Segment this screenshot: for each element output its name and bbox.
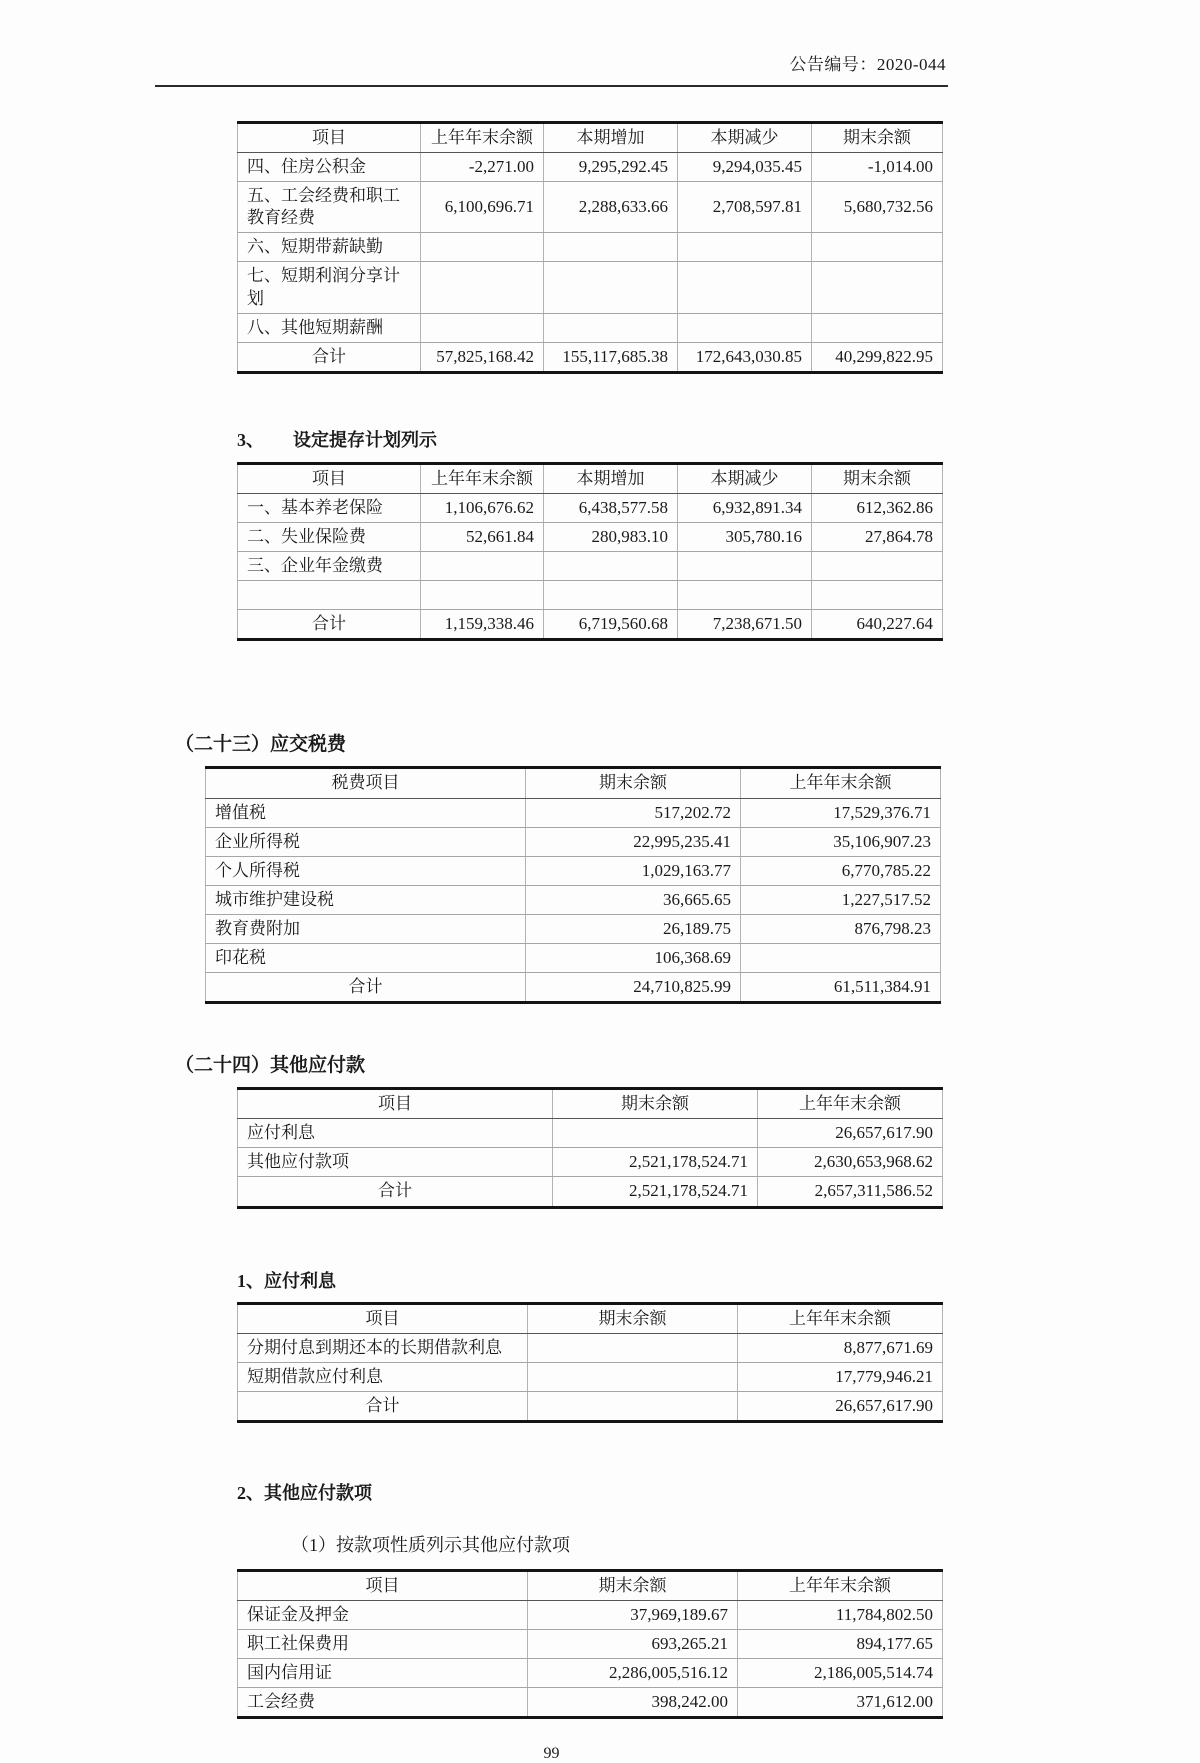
table-row <box>238 182 943 233</box>
value-cell: 7,238,671.50 <box>678 610 812 640</box>
item-cell: 印花税 <box>206 943 526 972</box>
table-row <box>238 313 943 342</box>
value-cell: 11,784,802.50 <box>738 1601 943 1630</box>
header-row <box>206 768 941 798</box>
item-cell: 二、失业保险费 <box>238 523 421 552</box>
subsection-2-heading: 2、其他应付款项 <box>237 1482 372 1503</box>
item-cell: 三、企业年金缴费 <box>238 552 421 581</box>
item-cell: 四、住房公积金 <box>238 153 421 182</box>
table-row <box>238 523 943 552</box>
item-cell: 一、基本养老保险 <box>238 493 421 522</box>
value-cell: 2,286,005,516.12 <box>528 1659 738 1688</box>
table-row <box>238 1630 943 1659</box>
value-cell: 6,932,891.34 <box>678 493 812 522</box>
table-row <box>238 1391 943 1421</box>
value-cell: 1,106,676.62 <box>421 493 544 522</box>
subsection-2-1-subheading: （1）按款项性质列示其他应付款项 <box>291 1534 570 1555</box>
column-header: 上年年末余额 <box>738 1570 943 1600</box>
value-cell: 398,242.00 <box>528 1688 738 1718</box>
header-row <box>238 1089 943 1119</box>
table-row <box>238 153 943 182</box>
defined-contribution-plan-table <box>237 462 943 642</box>
column-header: 本期增加 <box>544 123 678 153</box>
value-cell: 5,680,732.56 <box>812 182 943 233</box>
value-cell: 155,117,685.38 <box>544 342 678 372</box>
value-cell <box>812 262 943 313</box>
column-header: 期末余额 <box>528 1570 738 1600</box>
value-cell: 36,665.65 <box>526 885 741 914</box>
value-cell <box>528 1362 738 1391</box>
value-cell: 26,189.75 <box>526 914 741 943</box>
column-header: 上年年末余额 <box>741 768 941 798</box>
column-header: 本期减少 <box>678 123 812 153</box>
item-cell: 应付利息 <box>238 1119 553 1148</box>
value-cell: 280,983.10 <box>544 523 678 552</box>
section-24-heading: （二十四）其他应付款 <box>175 1055 366 1077</box>
column-header: 项目 <box>238 1089 553 1119</box>
column-header: 期末余额 <box>526 768 741 798</box>
column-header: 上年年末余额 <box>421 123 544 153</box>
table-row <box>206 827 941 856</box>
value-cell <box>678 552 812 581</box>
value-cell: 2,521,178,524.71 <box>553 1148 758 1177</box>
table-row <box>238 1601 943 1630</box>
value-cell <box>421 233 544 262</box>
value-cell <box>528 1333 738 1362</box>
value-cell: 8,877,671.69 <box>738 1333 943 1362</box>
item-cell: 合计 <box>238 342 421 372</box>
table-row <box>238 1659 943 1688</box>
page-content <box>155 0 948 1763</box>
column-header: 项目 <box>238 463 421 493</box>
value-cell: 37,969,189.67 <box>528 1601 738 1630</box>
value-cell: 2,708,597.81 <box>678 182 812 233</box>
table-row <box>238 1177 943 1207</box>
item-cell: 个人所得税 <box>206 856 526 885</box>
value-cell: 640,227.64 <box>812 610 943 640</box>
table-row <box>238 1688 943 1718</box>
value-cell: 172,643,030.85 <box>678 342 812 372</box>
value-cell <box>812 552 943 581</box>
table-row <box>238 262 943 313</box>
item-cell: 教育费附加 <box>206 914 526 943</box>
column-header: 期末余额 <box>812 123 943 153</box>
value-cell: -2,271.00 <box>421 153 544 182</box>
table-row <box>206 798 941 827</box>
value-cell: 371,612.00 <box>738 1688 943 1718</box>
table-row <box>206 973 941 1003</box>
item-cell: 职工社保费用 <box>238 1630 528 1659</box>
value-cell <box>678 581 812 610</box>
announcement-number: 公告编号：2020-044 <box>789 55 946 74</box>
subsection-1-heading: 1、应付利息 <box>237 1270 336 1291</box>
item-cell: 分期付息到期还本的长期借款利息 <box>238 1333 528 1362</box>
column-header: 项目 <box>238 1303 528 1333</box>
value-cell: 57,825,168.42 <box>421 342 544 372</box>
taxes-payable-table <box>205 766 941 1004</box>
value-cell: 6,438,577.58 <box>544 493 678 522</box>
header-row <box>238 463 943 493</box>
value-cell: -1,014.00 <box>812 153 943 182</box>
table-row <box>238 1333 943 1362</box>
interest-payable-table <box>237 1302 943 1423</box>
table-row <box>238 610 943 640</box>
value-cell: 6,100,696.71 <box>421 182 544 233</box>
item-cell: 工会经费 <box>238 1688 528 1718</box>
value-cell: 17,529,376.71 <box>741 798 941 827</box>
header-row <box>238 123 943 153</box>
item-cell: 合计 <box>238 1391 528 1421</box>
table-row <box>238 1148 943 1177</box>
header-row <box>238 1570 943 1600</box>
value-cell: 6,719,560.68 <box>544 610 678 640</box>
section-3-title: 设定提存计划列示 <box>293 429 437 450</box>
table-row <box>238 1119 943 1148</box>
value-cell: 1,029,163.77 <box>526 856 741 885</box>
table-row <box>206 943 941 972</box>
table-row <box>206 914 941 943</box>
value-cell: 27,864.78 <box>812 523 943 552</box>
header-row <box>238 1303 943 1333</box>
column-header: 本期减少 <box>678 463 812 493</box>
value-cell: 9,295,292.45 <box>544 153 678 182</box>
table-row <box>206 885 941 914</box>
section-3-number: 3、 <box>237 429 264 450</box>
column-header: 本期增加 <box>544 463 678 493</box>
value-cell <box>421 552 544 581</box>
value-cell: 40,299,822.95 <box>812 342 943 372</box>
item-cell: 企业所得税 <box>206 827 526 856</box>
value-cell: 876,798.23 <box>741 914 941 943</box>
column-header: 期末余额 <box>812 463 943 493</box>
item-cell: 增值税 <box>206 798 526 827</box>
item-cell: 其他应付款项 <box>238 1148 553 1177</box>
value-cell <box>678 313 812 342</box>
column-header: 上年年末余额 <box>758 1089 943 1119</box>
item-cell: 七、短期利润分享计划 <box>238 262 421 313</box>
value-cell: 6,770,785.22 <box>741 856 941 885</box>
item-cell: 国内信用证 <box>238 1659 528 1688</box>
header-rule <box>155 85 948 87</box>
value-cell: 61,511,384.91 <box>741 973 941 1003</box>
item-cell: 六、短期带薪缺勤 <box>238 233 421 262</box>
value-cell <box>678 262 812 313</box>
value-cell <box>421 581 544 610</box>
value-cell <box>421 313 544 342</box>
value-cell <box>544 313 678 342</box>
item-cell <box>238 581 421 610</box>
value-cell: 2,521,178,524.71 <box>553 1177 758 1207</box>
item-cell: 短期借款应付利息 <box>238 1362 528 1391</box>
item-cell: 八、其他短期薪酬 <box>238 313 421 342</box>
value-cell: 1,227,517.52 <box>741 885 941 914</box>
table-row <box>238 493 943 522</box>
value-cell <box>812 581 943 610</box>
section-23-heading: （二十三）应交税费 <box>175 734 347 756</box>
item-cell: 城市维护建设税 <box>206 885 526 914</box>
value-cell <box>544 552 678 581</box>
value-cell <box>528 1391 738 1421</box>
value-cell: 17,779,946.21 <box>738 1362 943 1391</box>
table-row <box>206 856 941 885</box>
value-cell: 9,294,035.45 <box>678 153 812 182</box>
value-cell <box>812 313 943 342</box>
item-cell: 合计 <box>206 973 526 1003</box>
table-row <box>238 342 943 372</box>
value-cell: 517,202.72 <box>526 798 741 827</box>
column-header: 期末余额 <box>528 1303 738 1333</box>
value-cell: 612,362.86 <box>812 493 943 522</box>
value-cell <box>544 233 678 262</box>
item-cell: 合计 <box>238 1177 553 1207</box>
value-cell: 24,710,825.99 <box>526 973 741 1003</box>
table-row <box>238 552 943 581</box>
value-cell: 2,186,005,514.74 <box>738 1659 943 1688</box>
value-cell <box>741 943 941 972</box>
value-cell <box>544 262 678 313</box>
value-cell: 894,177.65 <box>738 1630 943 1659</box>
value-cell: 693,265.21 <box>528 1630 738 1659</box>
value-cell: 305,780.16 <box>678 523 812 552</box>
value-cell <box>812 233 943 262</box>
column-header: 上年年末余额 <box>738 1303 943 1333</box>
value-cell: 2,630,653,968.62 <box>758 1148 943 1177</box>
value-cell: 22,995,235.41 <box>526 827 741 856</box>
value-cell: 26,657,617.90 <box>758 1119 943 1148</box>
value-cell: 26,657,617.90 <box>738 1391 943 1421</box>
value-cell: 35,106,907.23 <box>741 827 941 856</box>
section-3-heading <box>237 426 948 452</box>
column-header: 项目 <box>238 1570 528 1600</box>
value-cell: 2,657,311,586.52 <box>758 1177 943 1207</box>
page-number: 99 <box>543 1745 560 1763</box>
item-cell: 保证金及押金 <box>238 1601 528 1630</box>
value-cell: 52,661.84 <box>421 523 544 552</box>
value-cell <box>421 262 544 313</box>
item-cell: 合计 <box>238 610 421 640</box>
value-cell <box>553 1119 758 1148</box>
table-row <box>238 581 943 610</box>
column-header: 上年年末余额 <box>421 463 544 493</box>
table-row <box>238 1362 943 1391</box>
table-row <box>238 233 943 262</box>
value-cell <box>678 233 812 262</box>
value-cell: 2,288,633.66 <box>544 182 678 233</box>
employee-benefits-table <box>237 121 943 374</box>
column-header: 项目 <box>238 123 421 153</box>
value-cell <box>544 581 678 610</box>
value-cell: 1,159,338.46 <box>421 610 544 640</box>
column-header: 期末余额 <box>553 1089 758 1119</box>
item-cell: 五、工会经费和职工教育经费 <box>238 182 421 233</box>
column-header: 税费项目 <box>206 768 526 798</box>
other-payables-table <box>237 1087 943 1208</box>
value-cell: 106,368.69 <box>526 943 741 972</box>
